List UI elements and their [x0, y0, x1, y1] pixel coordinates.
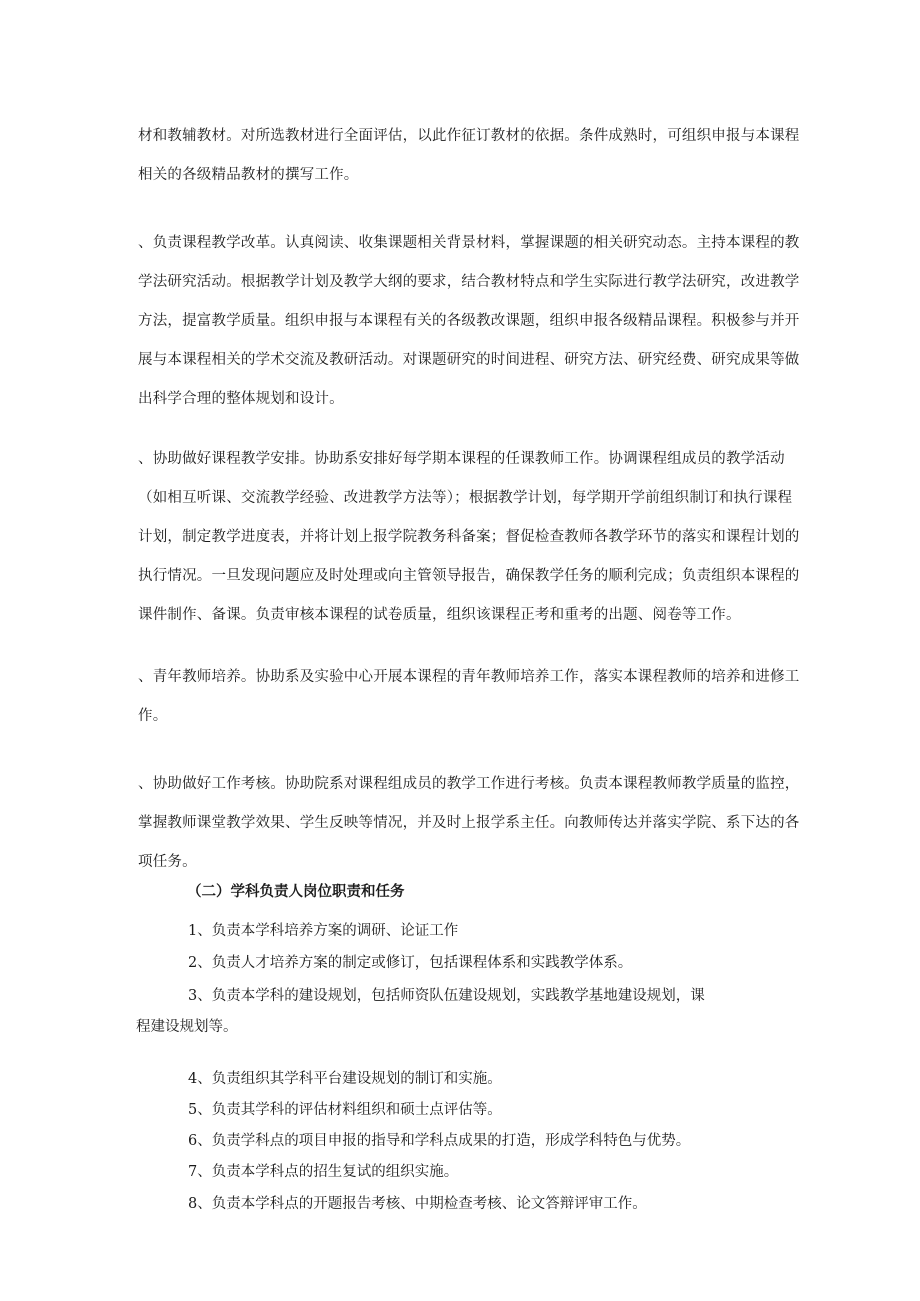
text-line: 相关的各级精品教材的撰写工作。	[138, 167, 359, 183]
list-item: 2、负责人才培养方案的制定或修订，包括课程体系和实践教学体系。	[188, 955, 633, 971]
text-line: 课件制作、备课。负责审核本课程的试卷质量，组织该课程正考和重考的出题、阅卷等工作。	[138, 607, 741, 623]
text-line: 项任务。	[138, 854, 197, 870]
text-line: 执行情况。一旦发现问题应及时处理或向主管领导报告，确保教学任务的顺利完成；负责组织本课程的	[138, 568, 800, 584]
list-item: 4、负责组织其学科平台建设规划的制订和实施。	[188, 1071, 502, 1087]
text-line: 掌握教师课堂教学效果、学生反映等情况，并及时上报学系主任。向教师传达并落实学院、系下达的各	[138, 815, 800, 831]
list-item: 8、负责本学科点的开题报告考核、中期检查考核、论文答辩评审工作。	[188, 1196, 647, 1212]
paragraph-teaching-reform	[138, 224, 806, 419]
paragraph-young-teachers	[138, 658, 806, 736]
text-line: 出科学合理的整体规划和设计。	[138, 391, 344, 407]
list-item: 5、负责其学科的评估材料组织和硕士点评估等。	[188, 1102, 502, 1118]
text-line: 材和教辅教材。对所选教材进行全面评估，以此作征订教材的依据。条件成熟时，可组织申报与本课程	[138, 128, 800, 144]
text-line: 、协助做好课程教学安排。协助系安排好每学期本课程的任课教师工作。协调课程组成员的教学活动	[138, 451, 785, 467]
text-line: 学法研究活动。根据教学计划及教学大纲的要求，结合教材特点和学生实际进行教学法研究，改进教学	[138, 274, 800, 290]
list-item: 1、负责本学科培养方案的调研、论证工作	[188, 923, 459, 939]
text-line: 、负责课程教学改革。认真阅读、收集课题相关背景材料，掌握课题的相关研究动态。主持本课程的教	[138, 235, 800, 251]
list-item: 6、负责学科点的项目申报的指导和学科点成果的打造，形成学科特色与优势。	[188, 1133, 691, 1149]
paragraph-assessment	[138, 765, 806, 882]
text-line: 、协助做好工作考核。协助院系对课程组成员的教学工作进行考核。负责本课程教师教学质量的监控，	[138, 776, 800, 792]
list-item: 3、负责本学科的建设规划，包括师资队伍建设规划，实践教学基地建设规划，课	[188, 988, 705, 1004]
paragraph-teaching-arrangement	[138, 440, 806, 635]
text-line: 、青年教师培养。协助系及实验中心开展本课程的青年教师培养工作，落实本课程教师的培养和进修工	[138, 669, 800, 685]
section-heading: （二）学科负责人岗位职责和任务	[187, 884, 405, 900]
paragraph-textbooks	[138, 117, 806, 195]
text-line: 作。	[138, 708, 168, 724]
text-line: 展与本课程相关的学术交流及教研活动。对课题研究的时间进程、研究方法、研究经费、研究成果等做	[138, 352, 800, 368]
list-item: 7、负责本学科点的招生复试的组织实施。	[188, 1164, 459, 1180]
text-line: 计划，制定教学进度表，并将计划上报学院教务科备案；督促检查教师各教学环节的落实和课程计划的	[138, 529, 800, 545]
text-line: 方法，提富教学质量。组织申报与本课程有关的各级教改课题，组织申报各级精品课程。积极参与并开	[138, 313, 800, 329]
text-line: （如相互听课、交流教学经验、改进教学方法等）；根据教学计划，每学期开学前组织制订和执行课程	[138, 490, 793, 506]
list-item-continuation: 程建设规划等。	[136, 1019, 238, 1035]
